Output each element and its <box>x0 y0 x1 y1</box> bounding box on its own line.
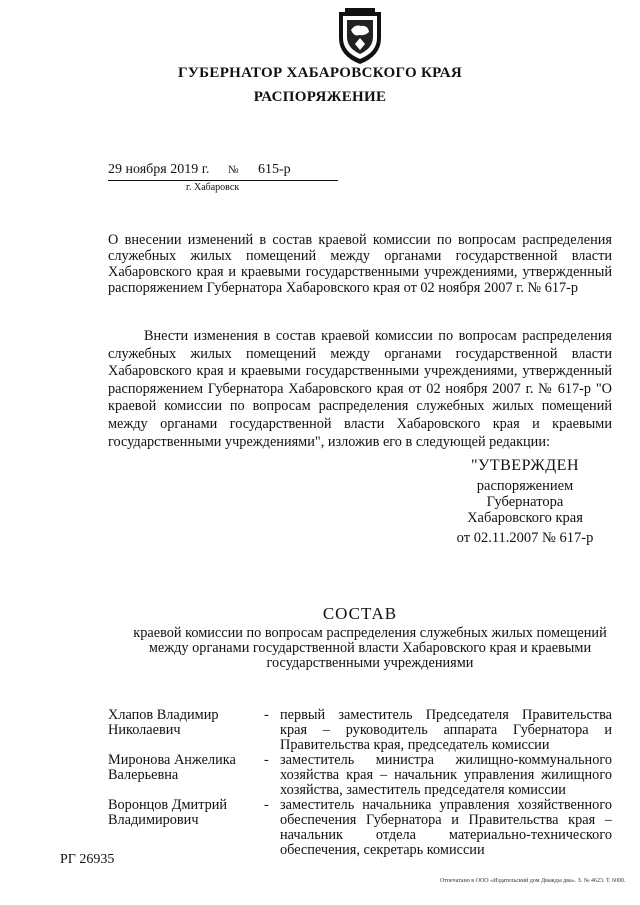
number-label: № <box>228 164 239 176</box>
document-number: 615-р <box>258 162 291 177</box>
approval-line-3: Хабаровского края <box>467 510 583 526</box>
member-dash: - <box>264 707 269 723</box>
document-body <box>108 328 612 451</box>
registry-code: РГ 26935 <box>60 852 115 867</box>
body-paragraph: Внести изменения в состав краевой комиссии по вопросам распределения служебных жилых помещений между органами государственной власти Хабаровского края и краевыми государственными учреждениями, утвержденный распоряжением Губернатора Хабаровского края от 02 ноября 2007 г. № 617-р "О краевой комиссии по вопросам распределения служебных жилых помещений между органами государственной власти Хабаровского края и краевыми государственными учреждениями", изложив его в следующей редакции: <box>108 328 612 450</box>
print-note: Отпечатано в ООО «Издательский дом Дважды два». З. № 4623. Т. 6000. <box>440 878 626 884</box>
approval-title: "УТВЕРЖДЕН <box>471 457 579 474</box>
approval-line-2: Губернатора <box>486 494 564 510</box>
member-position: заместитель министра жилищно-коммунального хозяйства края – начальник управления жилищного хозяйства, заместитель председателя комиссии <box>280 752 612 798</box>
document-type: РАСПОРЯЖЕНИЕ <box>253 89 387 105</box>
member-name: Миронова Анжелика Валерьевна <box>108 752 236 783</box>
coat-of-arms-icon <box>335 8 385 66</box>
composition-subtitle: краевой комиссии по вопросам распределения служебных жилых помещений между органами государственной власти Хабаровского края и краевыми государственными учреждениями <box>133 625 607 671</box>
composition-title: СОСТАВ <box>322 604 398 623</box>
date-line <box>108 162 338 181</box>
member-name: Хлапов Владимир Николаевич <box>108 707 219 738</box>
document-date: 29 ноября 2019 г. <box>108 162 210 177</box>
approval-stamp <box>440 458 610 546</box>
member-dash: - <box>264 797 269 813</box>
authority-title: ГУБЕРНАТОР ХАБАРОВСКОГО КРАЯ <box>178 65 462 81</box>
document-city: г. Хабаровск <box>186 182 240 193</box>
member-name: Воронцов Дмитрий Владимирович <box>108 797 228 828</box>
member-position: заместитель начальника управления хозяйственного обеспечения Губернатора и Правительства края – начальник отдела материально-технического обеспечения, секретарь комиссии <box>280 797 612 858</box>
member-dash: - <box>264 752 269 768</box>
member-position: первый заместитель Председателя Правительства края – руководитель аппарата Губернатора и Правительства края, председатель комиссии <box>280 707 612 753</box>
approval-line-1: распоряжением <box>476 478 574 494</box>
document-subject: О внесении изменений в состав краевой комиссии по вопросам распределения служебных жилых помещений между органами государственной власти Хабаровского края и краевыми государственными учреждениями, утвержденный распоряжением Губернатора Хабаровского края от 02 ноября 2007 г. № 617-р <box>108 232 612 296</box>
approval-line-4: от 02.11.2007 № 617-р <box>456 530 594 546</box>
